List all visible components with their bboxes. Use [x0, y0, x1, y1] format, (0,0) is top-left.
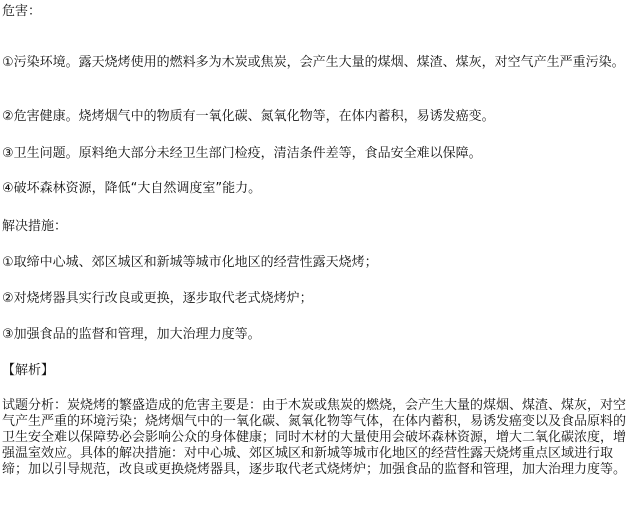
solution-heading: 解决措施：	[2, 219, 68, 234]
harm-item-3: ③卫生问题。原料绝大部分未经卫生部门检疫，清洁条件差等，食品安全难以保障。	[2, 146, 482, 161]
analysis-text: 试题分析：炭烧烤的繁盛造成的危害主要是：由于木炭或焦炭的燃烧，会产生大量的煤烟、煤渣、煤灰，对空气产生严重的环境污染；烧烤烟气中的一氧化碳、氮氧化物等气体，在体内蓄积，易诱发癌变以及食品原料的卫生安全难以保障势必会影响公众的身体健康；同时木材的大量使用会破坏森林资源，增大二氧化碳浓度，增强温室效应。具体的解决措施：对中心城、郊区城区和新城等城市化地区的经营性露天烧烤重点区域进行取缔；加以引导规范，改良或更换烧烤器具，逐步取代老式烧烤炉；加强食品的监督和管理，加大治理力度等。	[2, 398, 627, 477]
solution-item-1: ①取缔中心城、郊区城区和新城等城市化地区的经营性露天烧烤；	[2, 255, 378, 270]
solution-item-3: ③加强食品的监督和管理，加大治理力度等。	[2, 327, 261, 342]
harm-item-4: ④破坏森林资源，降低“大自然调度室”能力。	[2, 181, 262, 196]
harm-heading: 危害：	[2, 4, 42, 19]
solution-item-2: ②对烧烤器具实行改良或更换，逐步取代老式烧烤炉；	[2, 291, 313, 306]
harm-item-1: ①污染环境。露天烧烤使用的燃料多为木炭或焦炭，会产生大量的煤烟、煤渣、煤灰，对空气产生严重污染。	[2, 55, 625, 70]
analysis-heading: 【解析】	[2, 363, 55, 378]
harm-item-2: ②危害健康。烧烤烟气中的物质有一氧化碳、氮氧化物等，在体内蓄积，易诱发癌变。	[2, 109, 495, 124]
